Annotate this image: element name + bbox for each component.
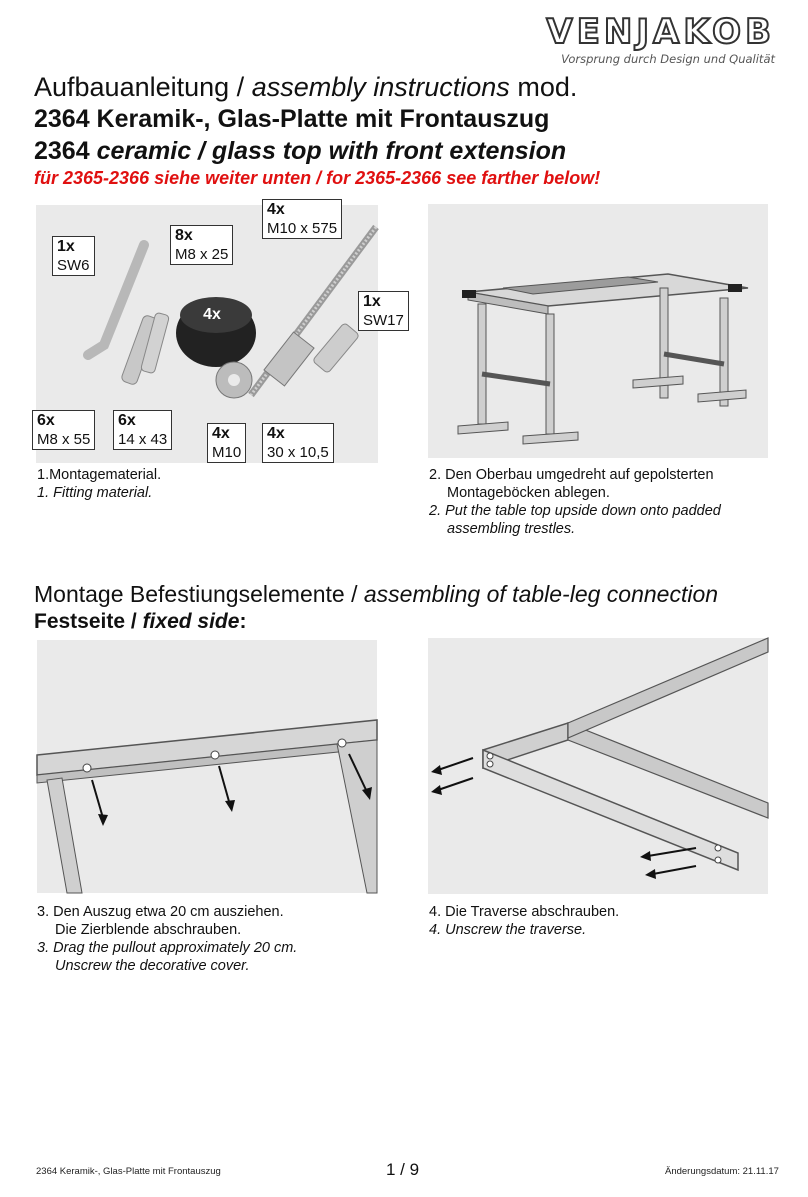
part-label-sw6 <box>52 236 95 276</box>
part-qty: 4x <box>212 425 230 442</box>
page-number: 1 / 9 <box>386 1160 420 1179</box>
part-spec: M8 x 25 <box>175 246 229 263</box>
part-qty: 8x <box>175 227 193 244</box>
section-subtitle-en: fixed side <box>142 610 240 633</box>
part-qty: 1x <box>363 293 381 310</box>
section-subtitle <box>34 610 246 634</box>
section-title-de: Montage Befestiungselemente / <box>34 581 358 607</box>
step-4-en: 4. Unscrew the traverse. <box>429 922 587 938</box>
step-3-en-2: Unscrew the decorative cover. <box>55 958 250 974</box>
part-label-m10x575 <box>262 199 342 239</box>
title-mod: mod. <box>517 72 578 102</box>
step-2-de-2: Montageböcken ablegen. <box>447 485 610 501</box>
step-3-caption <box>37 903 297 975</box>
section-subtitle-colon: : <box>239 610 247 633</box>
title-note-red: für 2365-2366 siehe weiter unten / for 2365-2366 see farther below! <box>34 168 601 188</box>
section-title-en: assembling of table-leg connection <box>363 581 719 607</box>
step-2-en-2: assembling trestles. <box>447 521 576 537</box>
part-qty: 1x <box>57 238 75 255</box>
pullout-cover-drawing <box>37 640 377 893</box>
part-spec: SW17 <box>363 312 404 329</box>
step-3-de-2: Die Zierblende abschrauben. <box>55 922 242 938</box>
step-2-caption <box>429 466 721 538</box>
step-3-de-1: 3. Den Auszug etwa 20 cm ausziehen. <box>37 904 284 920</box>
part-spec: 30 x 10,5 <box>267 444 329 461</box>
step-1-caption <box>37 466 161 502</box>
part-spec: 14 x 43 <box>118 431 168 448</box>
section-subtitle-de: Festseite / <box>34 610 137 633</box>
part-qty: 4x <box>267 201 285 218</box>
venjakob-logo <box>505 12 785 76</box>
part-label-14x43 <box>113 410 172 450</box>
part-spec: SW6 <box>57 257 90 274</box>
part-label-m10 <box>207 423 246 463</box>
step-4-de: 4. Die Traverse abschrauben. <box>429 904 620 920</box>
parts-badge: 4x <box>203 306 221 323</box>
part-label-sw17 <box>358 291 409 331</box>
footer-document-name: 2364 Keramik-, Glas-Platte mit Frontauszug <box>36 1166 221 1177</box>
part-qty: 6x <box>37 412 55 429</box>
section-title <box>34 581 718 608</box>
brand-tagline: Vorsprung durch Design und Qualität <box>561 52 775 66</box>
fitting-material-photo <box>36 201 404 463</box>
traverse-unscrew-drawing <box>428 638 768 894</box>
pullout-illustration <box>37 640 377 893</box>
table-on-trestles-drawing <box>428 204 768 458</box>
footer-change-date: Änderungsdatum: 21.11.17 <box>665 1166 779 1177</box>
step-2-de-1: 2. Den Oberbau umgedreht auf gepolsterten <box>429 467 714 483</box>
part-label-m8x25 <box>170 225 233 265</box>
part-label-m8x55 <box>32 410 95 450</box>
part-spec: M8 x 55 <box>37 431 91 448</box>
step-1-de: 1.Montagematerial. <box>37 467 162 483</box>
title-model-number: 2364 <box>34 137 90 165</box>
part-qty: 4x <box>267 425 285 442</box>
part-qty: 6x <box>118 412 136 429</box>
part-spec: M10 <box>212 444 242 461</box>
title-line-3 <box>34 137 566 166</box>
step-4-caption <box>429 903 619 939</box>
part-label-30x10-5 <box>262 423 334 463</box>
brand-name: VENJAKOB <box>546 12 775 52</box>
title-en: assembly instructions <box>251 72 510 102</box>
part-spec: M10 x 575 <box>267 220 338 237</box>
step-1-en: 1. Fitting material. <box>37 485 153 501</box>
table-trestle-illustration <box>428 204 768 458</box>
title-line-1 <box>34 72 577 103</box>
step-2-en-1: 2. Put the table top upside down onto padded <box>429 503 721 519</box>
title-line-2: 2364 Keramik-, Glas-Platte mit Frontauszug <box>34 105 550 133</box>
title-de: Aufbauanleitung / <box>34 72 245 102</box>
step-3-en-1: 3. Drag the pullout approximately 20 cm. <box>37 940 298 956</box>
traverse-illustration <box>428 638 768 894</box>
title-line-3-en: ceramic / glass top with front extension <box>96 137 567 165</box>
